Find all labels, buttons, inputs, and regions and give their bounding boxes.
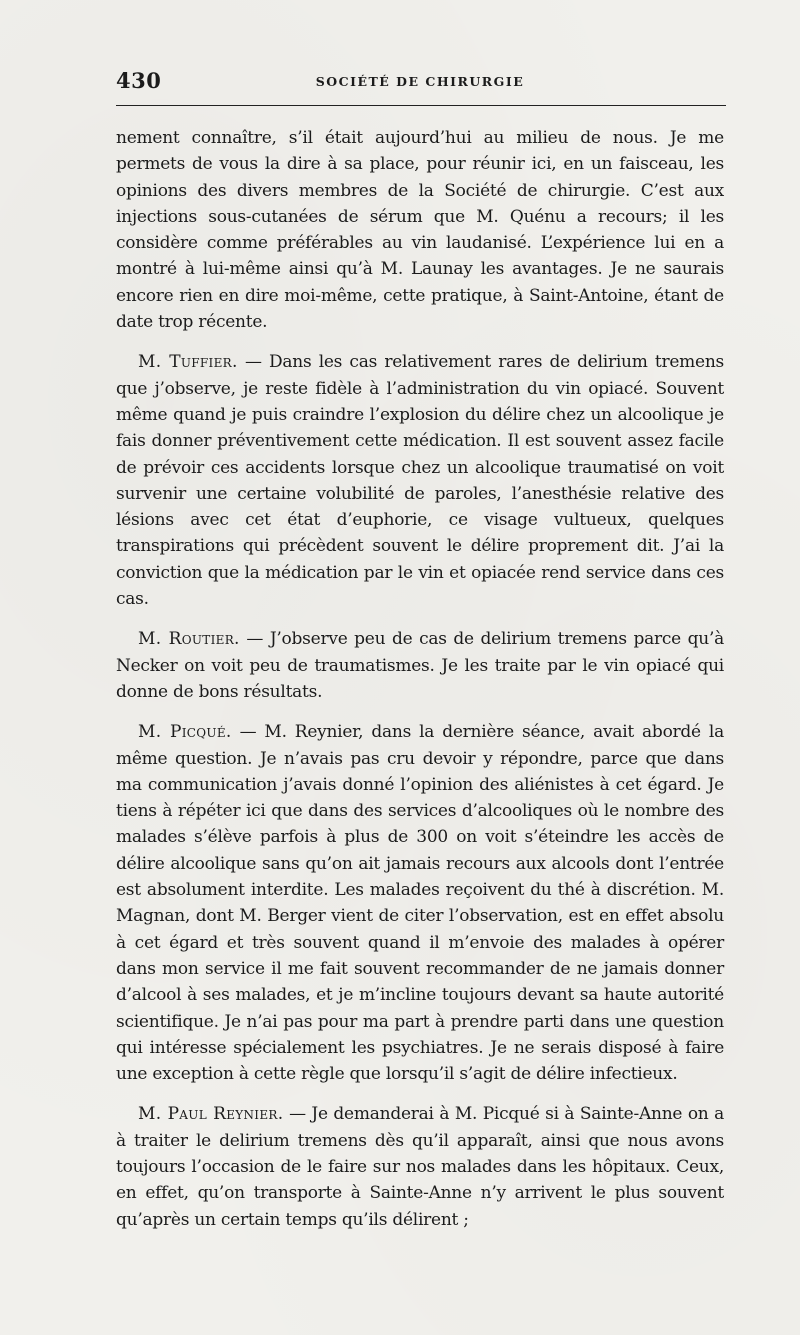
- speaker-name: M. Picqué.: [138, 722, 232, 743]
- paragraph-text: nement connaître, s’il était aujourd’hui au milieu de nous. Je me permets de vous la dire à sa place, pour réunir ici, en un faisceau, les opinions des divers membres de la Société de chirurgie. C’est aux injections sous-cutanées de sérum que M. Quénu a recours; il les considère comme préférables au vin laudanisé. L’expérience lui en a montré à lui-même ainsi qu’à M. Launay les avantages. Je ne saurais encore rien en dire moi-même, cette pratique, à Saint-Antoine, étant de date trop récente.: [116, 128, 724, 333]
- paragraph-text: — Dans les cas relativement rares de delirium tremens que j’observe, je reste fidèle à l’administration du vin opiacé. Souvent même quand je puis craindre l’explosion du délire chez un alcoolique je fais donner préventivement cette médication. Il est souvent assez facile de prévoir ces accidents lorsque chez un alcoolique traumatisé on voit survenir une certaine volubilité de paroles, l’anesthésie relative des lésions avec cet état d’euphorie, ce visage vultueux, quelques transpirations qui précèdent souvent le délire proprement dit. J’ai la conviction que la médication par le vin et opiacée rend service dans ces cas.: [116, 352, 725, 610]
- paragraph-tuffier: [116, 349, 724, 612]
- header-rule: [116, 105, 726, 106]
- speaker-name: M. Tuffier.: [138, 352, 238, 373]
- page-number: 430: [116, 68, 162, 93]
- speaker-name: M. Routier.: [138, 629, 240, 650]
- paragraph-reynier: [116, 1101, 724, 1232]
- paragraph-continuation: [116, 125, 724, 335]
- journal-title: SOCIÉTÉ DE CHIRURGIE: [315, 74, 525, 89]
- running-head: [116, 68, 724, 98]
- paragraph-text: — J’observe peu de cas de delirium tremens parce qu’à Necker on voit peu de traumatismes. Je les traite par le vin opiacé qui donne de bons résultats.: [116, 629, 724, 702]
- paragraph-text: — Je demanderai à M. Picqué si à Sainte-Anne on a à traiter le delirium tremens dès qu’il apparaît, ainsi que nous avons toujours l’occasion de le faire sur nos malades dans les hôpitaux. Ceux, en effet, qu’on transporte à Sainte-Anne n’y arrivent le plus souvent qu’après un certain temps qu’ils délirent ;: [116, 1104, 724, 1230]
- speaker-name: M. Paul Reynier.: [138, 1104, 284, 1125]
- paragraph-picque: [116, 719, 724, 1087]
- paragraph-routier: [116, 626, 724, 705]
- body-text: [116, 125, 724, 1247]
- paragraph-text: — M. Reynier, dans la dernière séance, avait abordé la même question. Je n’avais pas cru devoir y répondre, parce que dans ma communication j’avais donné l’opinion des aliénistes à cet égard. Je tiens à répéter ici que dans des services d’alcooliques où le nombre des malades s’élève parfois à plus de 300 on voit s’éteindre les accès de délire alcoolique sans qu’on ait jamais recours aux alcools dont l’entrée est absolument interdite. Les malades reçoivent du thé à discrétion. M. Magnan, dont M. Berger vient de citer l’observation, est en effet absolu à cet égard et très souvent quand il m’envoie des malades à opérer dans mon service il me fait souvent recommander de ne jamais donner d’alcool à ses malades, et je m’incline toujours devant sa haute autorité scientifique. Je n’ai pas pour ma part à prendre parti dans une question qui intéresse spécialement les psychiatres. Je ne serais disposé à faire une exception à cette règle que lorsqu’il s’agit de délire infectieux.: [116, 722, 724, 1085]
